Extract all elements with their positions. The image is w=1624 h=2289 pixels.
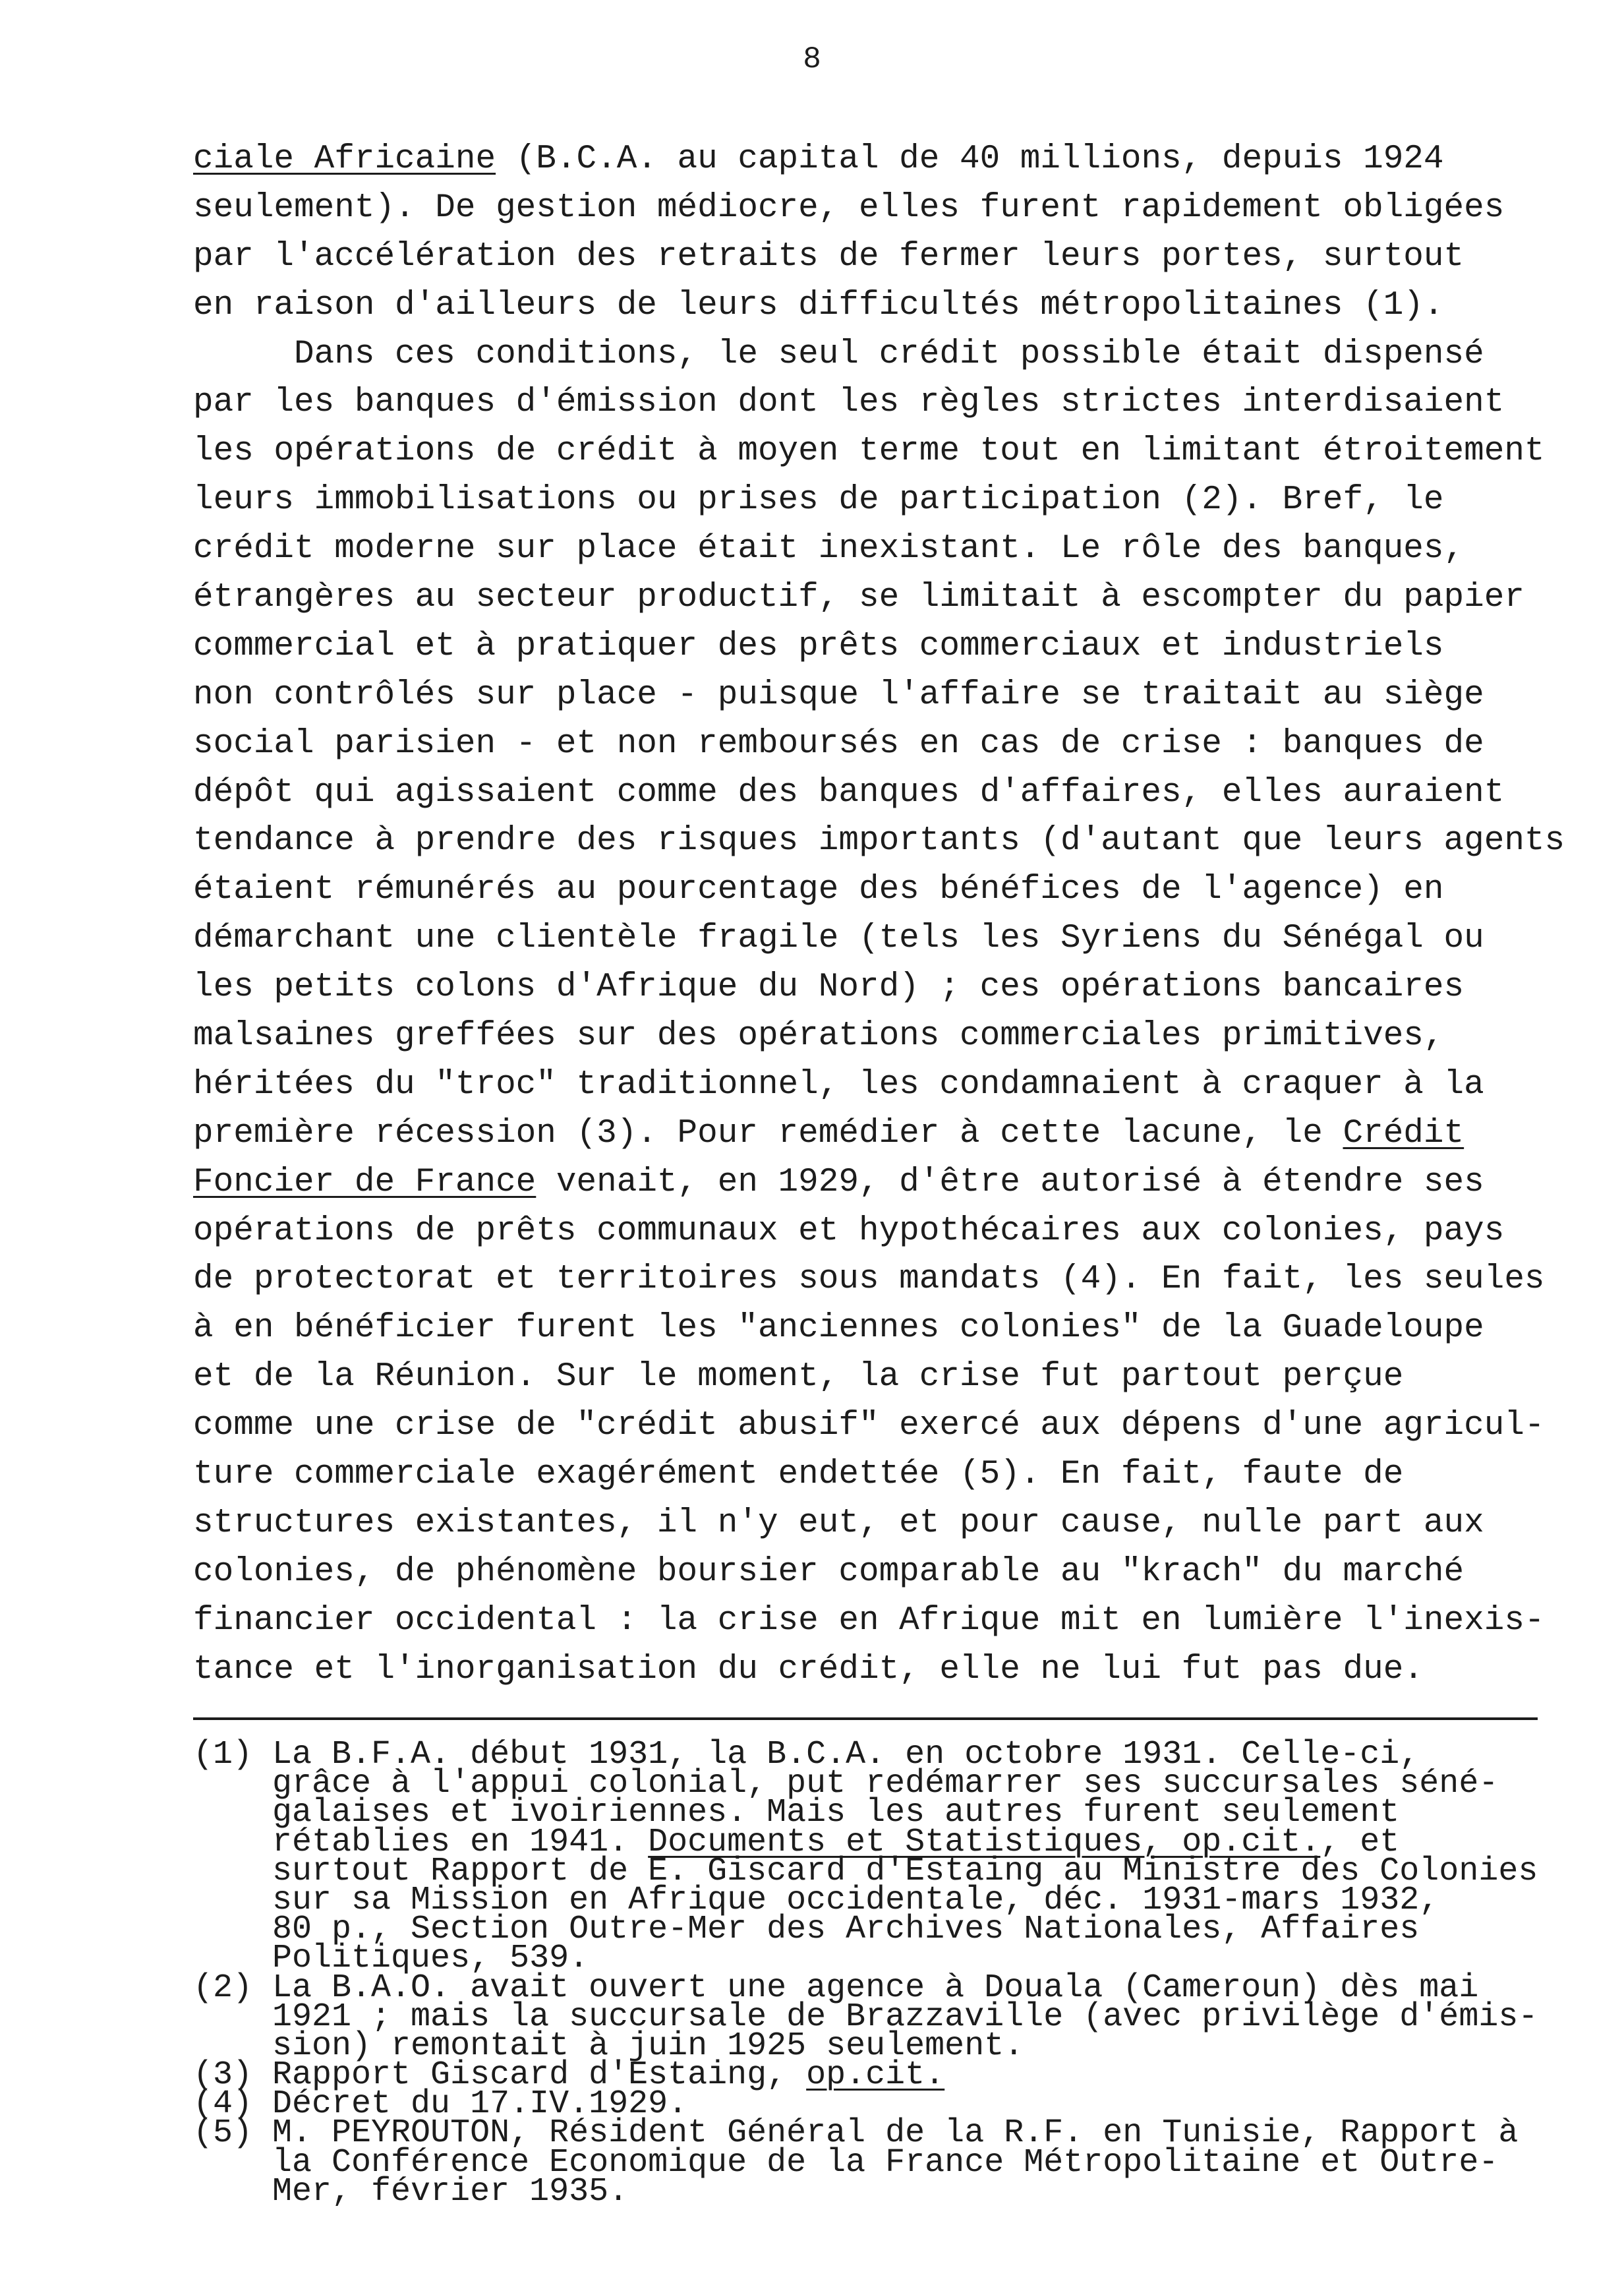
text-line: [193, 720, 1577, 769]
footnote-divider: [193, 1717, 1538, 1720]
text-line: [193, 476, 1577, 525]
text-run: surtout Rapport de E. Giscard d'Estaing au Ministre des Colonies: [193, 1852, 1538, 1890]
text-line: [193, 1255, 1577, 1304]
text-run: colonies, de phénomène boursier comparable au "krach" du marché: [193, 1553, 1464, 1591]
text-line: [193, 1353, 1577, 1402]
text-run: (1) La B.F.A. début 1931, la B.C.A. en octobre 1931. Celle-ci,: [193, 1736, 1420, 1773]
text-run: les petits colons d'Afrique du Nord) ; ces opérations bancaires: [193, 968, 1464, 1007]
text-line: [193, 282, 1577, 330]
text-run: (5) M. PEYROUTON, Résident Général de la R.F. en Tunisie, Rapport à: [193, 2114, 1519, 2153]
underlined-text: Crédit: [1343, 1114, 1464, 1152]
underlined-text: op.cit.: [806, 2056, 945, 2095]
text-run: de protectorat et territoires sous mandats (4). En fait, les seules: [193, 1261, 1545, 1299]
text-run: dépôt qui agissaient comme des banques d'affaires, elles auraient: [193, 773, 1505, 812]
text-run: 80 p., Section Outre-Mer des Archives Nationales, Affaires: [193, 1911, 1420, 1949]
text-run: tance et l'inorganisation du crédit, elle ne lui fut pas due.: [193, 1650, 1424, 1688]
text-line: [193, 233, 1577, 282]
text-line: [193, 135, 1577, 184]
underlined-text: Foncier de France: [193, 1163, 536, 1201]
text-line: [193, 427, 1577, 476]
text-run: grâce à l'appui colonial, put redémarrer ses succursales séné-: [193, 1765, 1499, 1803]
text-run: (4) Décret du 17.IV.1929.: [193, 2085, 688, 2124]
text-run: la Conférence Economique de la France Métropolitaine et Outre-: [193, 2143, 1499, 2182]
text-run: venait, en 1929, d'être autorisé à étendre ses: [536, 1163, 1484, 1201]
text-line: [193, 1061, 1577, 1110]
text-run: (2) La B.A.O. avait ouvert une agence à Douala (Cameroun) dès mai: [193, 1969, 1479, 2007]
text-run: sion) remontait à juin 1925 seulement.: [193, 2027, 1024, 2065]
text-line: [193, 1402, 1577, 1450]
text-run: étaient rémunérés au pourcentage des bénéfices de l'agence) en: [193, 871, 1444, 909]
text-line: [193, 671, 1577, 720]
text-run: les opérations de crédit à moyen terme tout en limitant étroitement: [193, 432, 1545, 471]
text-run: crédit moderne sur place était inexistant. Le rôle des banques,: [193, 530, 1464, 568]
text-run: sur sa Mission en Afrique occidentale, déc. 1931-mars 1932,: [193, 1881, 1439, 1919]
underlined-text: Documents et Statistiques, op.cit.: [648, 1823, 1321, 1861]
text-run: structures existantes, il n'y eut, et pour cause, nulle part aux: [193, 1504, 1484, 1542]
text-line: [193, 622, 1577, 671]
text-run: seulement). De gestion médiocre, elles furent rapidement obligées: [193, 189, 1505, 227]
text-line: [193, 866, 1577, 914]
text-run: (3) Rapport Giscard d'Estaing,: [193, 2056, 807, 2095]
text-run: comme une crise de "crédit abusif" exercé aux dépens d'une agricul-: [193, 1407, 1545, 1445]
text-line: [193, 914, 1577, 963]
text-run: Mer, février 1935.: [193, 2172, 629, 2211]
text-run: malsaines greffées sur des opérations commerciales primitives,: [193, 1017, 1444, 1055]
text-run: , et: [1320, 1823, 1400, 1861]
text-run: héritées du "troc" traditionnel, les condamnaient à craquer à la: [193, 1065, 1484, 1104]
text-run: galaises et ivoiriennes. Mais les autres furent seulement: [193, 1794, 1400, 1832]
text-run: en raison d'ailleurs de leurs difficultés métropolitaines (1).: [193, 286, 1444, 324]
text-run: Politiques, 539.: [193, 1940, 589, 1978]
text-line: [193, 1597, 1577, 1646]
text-line: [193, 1548, 1577, 1597]
main-text: [193, 135, 1577, 1694]
text-run: rétablies en 1941.: [193, 1823, 649, 1861]
text-run: financier occidental : la crise en Afrique mit en lumière l'inexis-: [193, 1601, 1545, 1640]
text-line: [193, 1304, 1577, 1353]
text-run: étrangères au secteur productif, se limitait à escompter du papier: [193, 579, 1524, 617]
text-run: 1921 ; mais la succursale de Brazzaville (avec privilège d'émis-: [193, 1998, 1538, 2036]
text-line: [193, 184, 1577, 233]
footnote-line: [193, 2172, 1590, 2211]
text-line: [193, 1012, 1577, 1061]
page-number: 8: [803, 42, 821, 76]
text-run: social parisien - et non remboursés en cas de crise : banques de: [193, 725, 1484, 763]
text-line: [193, 1207, 1577, 1256]
text-run: et de la Réunion. Sur le moment, la crise fut partout perçue: [193, 1358, 1404, 1396]
text-run: première récession (3). Pour remédier à cette lacune, le: [193, 1114, 1343, 1152]
text-run: (B.C.A. au capital de 40 millions, depuis 1924: [496, 140, 1444, 178]
text-line: [193, 817, 1577, 866]
text-line: [193, 1646, 1577, 1694]
text-run: commercial et à pratiquer des prêts commerciaux et industriels: [193, 627, 1444, 665]
text-line: [193, 330, 1577, 379]
text-line: [193, 769, 1577, 818]
text-run: par les banques d'émission dont les règles strictes interdisaient: [193, 384, 1505, 422]
text-run: tendance à prendre des risques importants (d'autant que leurs agents: [193, 822, 1565, 860]
text-run: non contrôlés sur place - puisque l'affaire se traitait au siège: [193, 676, 1484, 714]
text-line: [193, 1158, 1577, 1207]
text-run: par l'accélération des retraits de fermer leurs portes, surtout: [193, 237, 1464, 276]
text-line: [193, 1110, 1577, 1158]
text-line: [193, 1499, 1577, 1548]
underlined-text: ciale Africaine: [193, 140, 496, 178]
text-run: Dans ces conditions, le seul crédit possible était dispensé: [193, 335, 1484, 373]
footnotes: [193, 1736, 1590, 2211]
text-line: [193, 378, 1577, 427]
text-run: opérations de prêts communaux et hypothécaires aux colonies, pays: [193, 1212, 1505, 1250]
text-run: démarchant une clientèle fragile (tels les Syriens du Sénégal ou: [193, 920, 1484, 958]
text-run: ture commerciale exagérément endettée (5). En fait, faute de: [193, 1456, 1404, 1494]
text-run: leurs immobilisations ou prises de participation (2). Bref, le: [193, 481, 1444, 520]
text-line: [193, 1450, 1577, 1499]
text-line: [193, 963, 1577, 1012]
text-line: [193, 525, 1577, 574]
text-run: à en bénéficier furent les "anciennes colonies" de la Guadeloupe: [193, 1309, 1484, 1348]
text-line: [193, 574, 1577, 622]
